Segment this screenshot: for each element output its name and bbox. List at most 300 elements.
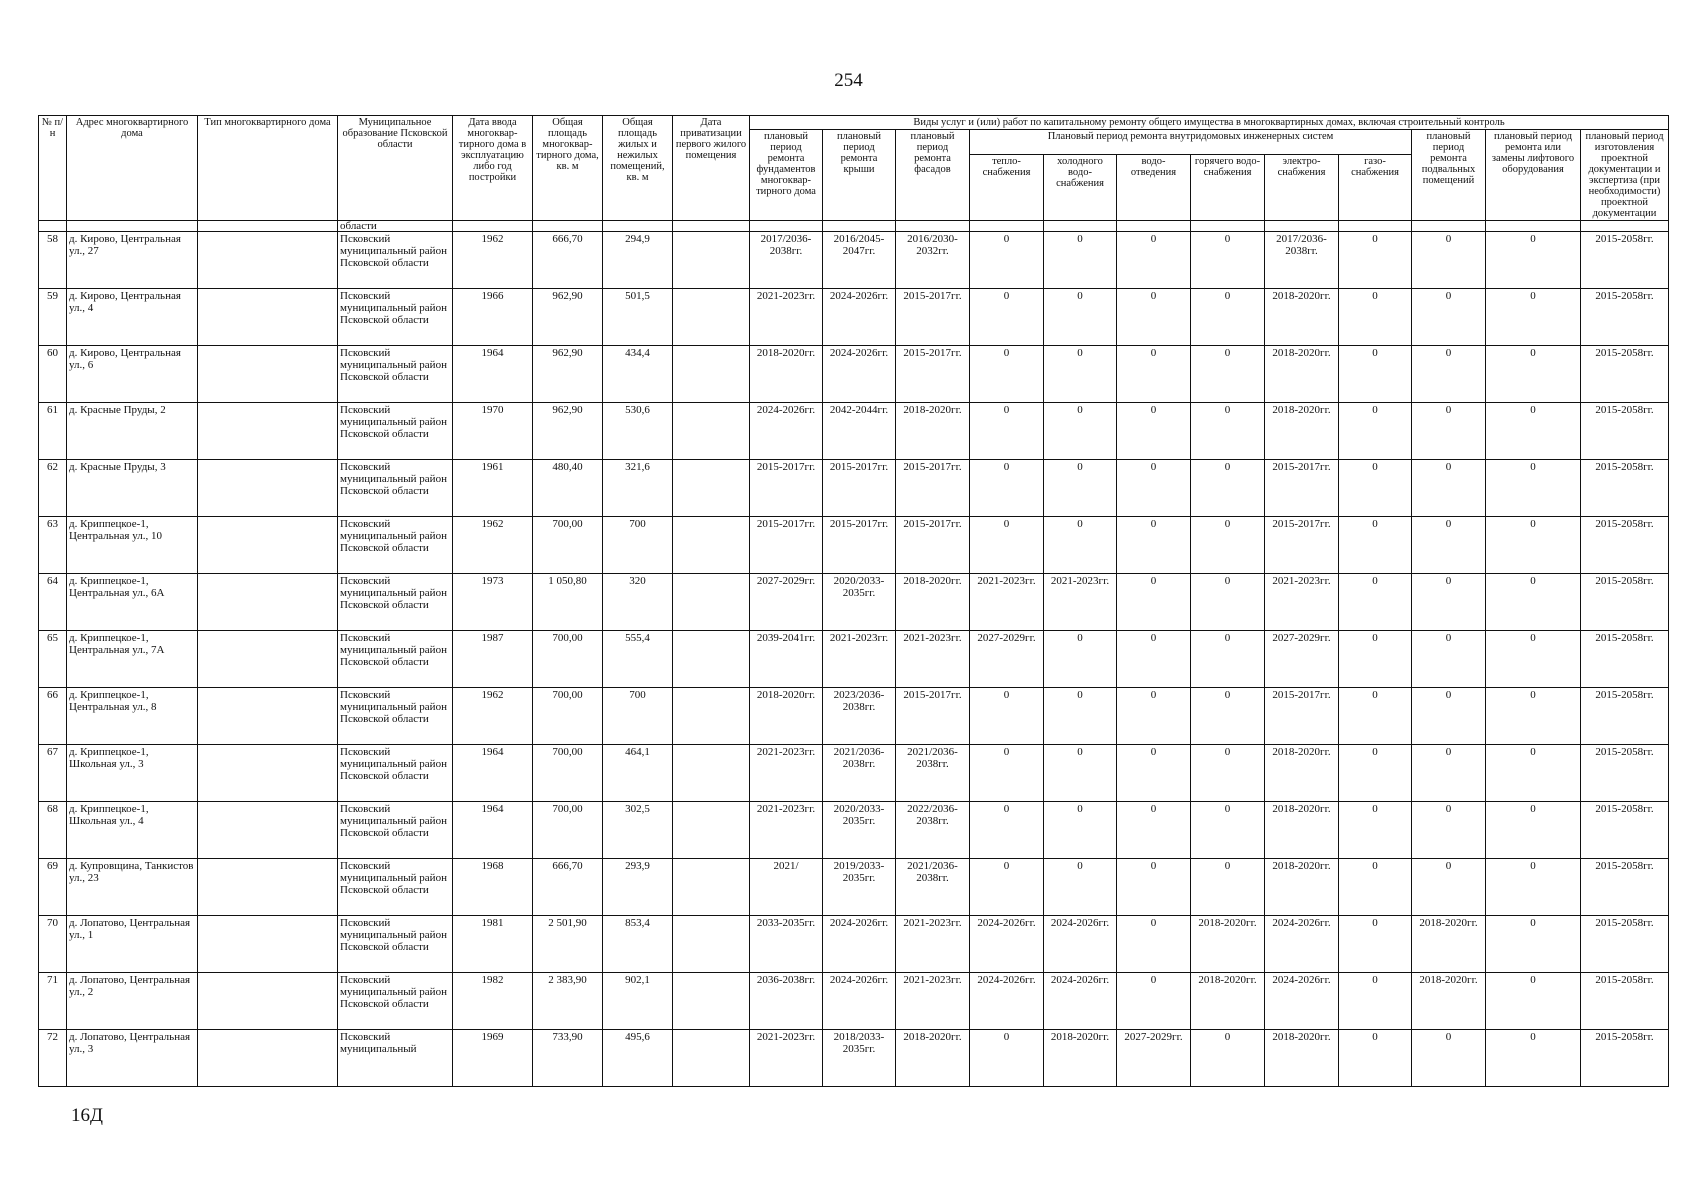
design-docs-period-cell: 2015-2058гг. [1581, 346, 1669, 403]
gas-period-cell: 0 [1339, 403, 1412, 460]
cold-water-period-cell: 0 [1044, 859, 1117, 916]
electric-period-cell: 2018-2020гг. [1265, 745, 1339, 802]
living-area-cell: 902,1 [603, 973, 673, 1030]
row-number: 60 [39, 346, 67, 403]
cold-water-period-cell: 0 [1044, 232, 1117, 289]
design-docs-period-cell: 2015-2058гг. [1581, 574, 1669, 631]
roof-period-cell: 2042-2044гг. [823, 403, 896, 460]
roof-period-cell: 2015-2017гг. [823, 460, 896, 517]
table-row [39, 859, 1669, 916]
foundation-period-cell: 2015-2017гг. [750, 460, 823, 517]
cold-water-period-cell: 0 [1044, 346, 1117, 403]
gas-period-cell: 0 [1339, 859, 1412, 916]
roof-period-cell: 2020/2033-2035гг. [823, 574, 896, 631]
type-cell [198, 688, 338, 745]
cold-water-period-cell: 2021-2023гг. [1044, 574, 1117, 631]
address-cell: д. Купровщина, Танкистов ул., 23 [67, 859, 198, 916]
address-cell: д. Криппецкое-1, Центральная ул., 10 [67, 517, 198, 574]
basement-period-cell: 0 [1412, 232, 1486, 289]
row-number: 67 [39, 745, 67, 802]
continuation-row [39, 221, 1669, 232]
heat-period-cell: 0 [970, 859, 1044, 916]
living-area-cell: 302,5 [603, 802, 673, 859]
header-foundation: плановый период ремонта фундаментов многоквар-тирного дома [750, 130, 823, 221]
living-area-cell: 555,4 [603, 631, 673, 688]
hot-water-period-cell: 0 [1191, 745, 1265, 802]
header-elevator: плановый период ремонта или замены лифтового оборудования [1486, 130, 1581, 221]
sewer-period-cell [1117, 1030, 1191, 1087]
basement-period-cell: 0 [1412, 859, 1486, 916]
facade-period-cell: 2016/2030-2032гг. [896, 232, 970, 289]
year-cell: 1981 [453, 916, 533, 973]
type-cell [198, 916, 338, 973]
heat-period-cell-text: 0 [1003, 1031, 1010, 1043]
sewer-period-cell: 0 [1117, 802, 1191, 859]
page-number: 254 [834, 70, 863, 91]
address-cell: д. Криппецкое-1, Центральная ул., 7А [67, 631, 198, 688]
total-area-cell: 1 050,80 [533, 574, 603, 631]
sewer-period-cell: 0 [1117, 574, 1191, 631]
privatization-cell [673, 688, 750, 745]
facade-period-cell: 2021/2036-2038гг. [896, 745, 970, 802]
table-row [39, 460, 1669, 517]
privatization-cell [673, 574, 750, 631]
electric-period-cell: 2018-2020гг. [1265, 403, 1339, 460]
gas-period-cell: 0 [1339, 232, 1412, 289]
row-number: 58 [39, 232, 67, 289]
living-area-cell: 501,5 [603, 289, 673, 346]
hot-water-period-cell: 0 [1191, 688, 1265, 745]
sewer-period-cell: 0 [1117, 745, 1191, 802]
privatization-cell [673, 1030, 750, 1087]
privatization-cell [673, 232, 750, 289]
header-design-docs: плановый период изготовления проектной документации и экспертиза (при необходимости) проектной документации [1581, 130, 1669, 221]
facade-period-cell: 2021-2023гг. [896, 631, 970, 688]
table-row [39, 802, 1669, 859]
municipality-cell: Псковский муниципальный район Псковской области [338, 631, 453, 688]
roof-period-cell: 2016/2045-2047гг. [823, 232, 896, 289]
hot-water-period-cell: 2018-2020гг. [1191, 973, 1265, 1030]
roof-period-cell: 2020/2033-2035гг. [823, 802, 896, 859]
heat-period-cell: 0 [970, 517, 1044, 574]
privatization-cell [673, 916, 750, 973]
foundation-period-cell: 2021/ [750, 859, 823, 916]
year-cell: 1964 [453, 346, 533, 403]
municipality-cell: Псковский муниципальный район Псковской области [338, 745, 453, 802]
cold-water-period-cell: 0 [1044, 745, 1117, 802]
address-cell: д. Лопатово, Центральная ул., 2 [67, 973, 198, 1030]
total-area-cell: 962,90 [533, 289, 603, 346]
type-cell [198, 631, 338, 688]
year-cell-text: 1969 [481, 1031, 504, 1043]
address-cell: д. Лопатово, Центральная ул., 1 [67, 916, 198, 973]
table-cell [1265, 221, 1339, 232]
year-cell [453, 1030, 533, 1087]
privatization-cell-text [675, 1031, 747, 1061]
facade-period-cell: 2022/2036-2038гг. [896, 802, 970, 859]
header-num: № п/н [39, 116, 67, 221]
table-cell [453, 221, 533, 232]
year-cell: 1982 [453, 973, 533, 1030]
living-area-cell: 700 [603, 688, 673, 745]
total-area-cell: 962,90 [533, 346, 603, 403]
type-cell [198, 745, 338, 802]
sewer-period-cell: 0 [1117, 859, 1191, 916]
header-privatization: Дата приватизации первого жилого помещения [673, 116, 750, 221]
row-number: 65 [39, 631, 67, 688]
privatization-cell [673, 346, 750, 403]
foundation-period-cell: 2021-2023гг. [750, 802, 823, 859]
type-cell [198, 517, 338, 574]
electric-period-cell: 2024-2026гг. [1265, 916, 1339, 973]
facade-period-cell: 2015-2017гг. [896, 346, 970, 403]
municipality-cell: Псковский муниципальный район Псковской области [338, 574, 453, 631]
heat-period-cell: 2021-2023гг. [970, 574, 1044, 631]
basement-period-cell: 2018-2020гг. [1412, 973, 1486, 1030]
hot-water-period-cell: 0 [1191, 517, 1265, 574]
cold-water-period-cell: 2024-2026гг. [1044, 973, 1117, 1030]
living-area-cell [603, 1030, 673, 1087]
row-number [39, 1030, 67, 1087]
table-row [39, 346, 1669, 403]
gas-period-cell: 0 [1339, 631, 1412, 688]
facade-period-cell: 2021-2023гг. [896, 973, 970, 1030]
basement-period-cell: 0 [1412, 517, 1486, 574]
heat-period-cell: 2024-2026гг. [970, 916, 1044, 973]
heat-period-cell: 0 [970, 802, 1044, 859]
type-cell [198, 289, 338, 346]
living-area-cell: 853,4 [603, 916, 673, 973]
table-cell [1412, 221, 1486, 232]
elevator-period-cell: 0 [1486, 802, 1581, 859]
type-cell [198, 460, 338, 517]
living-area-cell: 700 [603, 517, 673, 574]
roof-period-cell: 2024-2026гг. [823, 973, 896, 1030]
hot-water-period-cell: 0 [1191, 859, 1265, 916]
design-docs-period-cell: 2015-2058гг. [1581, 289, 1669, 346]
address-cell: д. Красные Пруды, 3 [67, 460, 198, 517]
table-row [39, 232, 1669, 289]
sewer-period-cell: 0 [1117, 973, 1191, 1030]
year-cell: 1964 [453, 802, 533, 859]
design-docs-period-cell: 2015-2058гг. [1581, 232, 1669, 289]
table-row [39, 574, 1669, 631]
living-area-cell: 293,9 [603, 859, 673, 916]
privatization-cell [673, 859, 750, 916]
cold-water-period-cell: 0 [1044, 688, 1117, 745]
type-cell [198, 346, 338, 403]
gas-period-cell: 0 [1339, 289, 1412, 346]
year-cell: 1970 [453, 403, 533, 460]
table-cell [1581, 221, 1669, 232]
heat-period-cell: 0 [970, 346, 1044, 403]
living-area-cell-text: 495,6 [625, 1031, 650, 1043]
hot-water-period-cell: 0 [1191, 574, 1265, 631]
foundation-period-cell: 2024-2026гг. [750, 403, 823, 460]
elevator-period-cell: 0 [1486, 916, 1581, 973]
sewer-period-cell: 0 [1117, 346, 1191, 403]
hot-water-period-cell: 0 [1191, 403, 1265, 460]
row-number: 62 [39, 460, 67, 517]
address-cell: д. Криппецкое-1, Центральная ул., 8 [67, 688, 198, 745]
privatization-cell [673, 289, 750, 346]
electric-period-cell: 2015-2017гг. [1265, 688, 1339, 745]
total-area-cell: 2 383,90 [533, 973, 603, 1030]
row-number: 71 [39, 973, 67, 1030]
living-area-cell: 321,6 [603, 460, 673, 517]
header-hot-water: горячего водо-снабжения [1191, 155, 1265, 221]
facade-period-cell: 2015-2017гг. [896, 289, 970, 346]
row-number: 64 [39, 574, 67, 631]
table-cell [673, 221, 750, 232]
total-area-cell: 700,00 [533, 517, 603, 574]
table-cell [970, 221, 1044, 232]
continuation-text: области [338, 221, 453, 232]
cold-water-period-cell: 0 [1044, 460, 1117, 517]
year-cell: 1987 [453, 631, 533, 688]
municipality-cell: Псковский муниципальный район Псковской области [338, 688, 453, 745]
row-number: 70 [39, 916, 67, 973]
year-cell: 1964 [453, 745, 533, 802]
basement-period-cell: 2018-2020гг. [1412, 916, 1486, 973]
heat-period-cell: 0 [970, 745, 1044, 802]
row-number: 63 [39, 517, 67, 574]
total-area-cell: 700,00 [533, 688, 603, 745]
table-cell [1339, 221, 1412, 232]
elevator-period-cell: 0 [1486, 688, 1581, 745]
heat-period-cell: 2027-2029гг. [970, 631, 1044, 688]
row-number: 59 [39, 289, 67, 346]
basement-period-cell [1412, 1030, 1486, 1087]
table-cell [1044, 221, 1117, 232]
heat-period-cell: 0 [970, 688, 1044, 745]
foundation-period-cell: 2033-2035гг. [750, 916, 823, 973]
sewer-period-cell: 0 [1117, 289, 1191, 346]
roof-period-cell: 2015-2017гг. [823, 517, 896, 574]
address-cell: д. Кирово, Центральная ул., 4 [67, 289, 198, 346]
row-number: 61 [39, 403, 67, 460]
municipality-cell: Псковский муниципальный район Псковской области [338, 460, 453, 517]
total-area-cell: 666,70 [533, 232, 603, 289]
design-docs-period-cell-text: 2015-2058гг. [1595, 1031, 1654, 1043]
elevator-period-cell: 0 [1486, 517, 1581, 574]
foundation-period-cell: 2017/2036-2038гг. [750, 232, 823, 289]
elevator-period-cell: 0 [1486, 574, 1581, 631]
elevator-period-cell: 0 [1486, 745, 1581, 802]
roof-period-cell [823, 1030, 896, 1087]
elevator-period-cell: 0 [1486, 289, 1581, 346]
gas-period-cell: 0 [1339, 574, 1412, 631]
municipality-cell: Псковский муниципальный район Псковской области [338, 859, 453, 916]
table-cell [533, 221, 603, 232]
facade-period-cell: 2015-2017гг. [896, 460, 970, 517]
year-cell: 1962 [453, 517, 533, 574]
table-row [39, 688, 1669, 745]
hot-water-period-cell: 0 [1191, 802, 1265, 859]
elevator-period-cell: 0 [1486, 232, 1581, 289]
table-row [39, 745, 1669, 802]
total-area-cell: 962,90 [533, 403, 603, 460]
foundation-period-cell-text: 2021-2023гг. [756, 1031, 816, 1043]
foundation-period-cell: 2015-2017гг. [750, 517, 823, 574]
facade-period-cell: 2015-2017гг. [896, 517, 970, 574]
table-row [39, 631, 1669, 688]
living-area-cell: 294,9 [603, 232, 673, 289]
sewer-period-cell: 0 [1117, 916, 1191, 973]
facade-period-cell [896, 1030, 970, 1087]
hot-water-period-cell: 0 [1191, 289, 1265, 346]
design-docs-period-cell: 2015-2058гг. [1581, 745, 1669, 802]
design-docs-period-cell: 2015-2058гг. [1581, 403, 1669, 460]
design-docs-period-cell [1581, 1030, 1669, 1087]
header-basement: плановый период ремонта подвальных помещений [1412, 130, 1486, 221]
facade-period-cell: 2021/2036-2038гг. [896, 859, 970, 916]
address-cell: д. Красные Пруды, 2 [67, 403, 198, 460]
header-roof: плановый период ремонта крыши [823, 130, 896, 221]
municipality-cell: Псковский муниципальный район Псковской области [338, 346, 453, 403]
basement-period-cell: 0 [1412, 745, 1486, 802]
privatization-cell [673, 745, 750, 802]
header-sewer: водо-отведения [1117, 155, 1191, 221]
heat-period-cell: 0 [970, 460, 1044, 517]
basement-period-cell: 0 [1412, 289, 1486, 346]
table-row [39, 1030, 1669, 1087]
roof-period-cell: 2019/2033-2035гг. [823, 859, 896, 916]
year-cell: 1962 [453, 688, 533, 745]
basement-period-cell: 0 [1412, 631, 1486, 688]
address-cell: д. Криппецкое-1, Школьная ул., 4 [67, 802, 198, 859]
cold-water-period-cell [1044, 1030, 1117, 1087]
gas-period-cell: 0 [1339, 517, 1412, 574]
row-number-text: 72 [47, 1031, 58, 1043]
electric-period-cell: 2017/2036-2038гг. [1265, 232, 1339, 289]
privatization-cell [673, 517, 750, 574]
table-cell [67, 221, 198, 232]
year-cell: 1973 [453, 574, 533, 631]
foundation-period-cell [750, 1030, 823, 1087]
cold-water-period-cell: 0 [1044, 289, 1117, 346]
hot-water-period-cell: 0 [1191, 346, 1265, 403]
row-number: 66 [39, 688, 67, 745]
basement-period-cell: 0 [1412, 346, 1486, 403]
facade-period-cell: 2018-2020гг. [896, 403, 970, 460]
municipality-cell: Псковский муниципальный район Псковской области [338, 802, 453, 859]
cold-water-period-cell: 0 [1044, 802, 1117, 859]
header-municipality: Муниципальное образование Псковской области [338, 116, 453, 221]
roof-period-cell: 2024-2026гг. [823, 346, 896, 403]
hot-water-period-cell-text: 0 [1224, 1031, 1231, 1043]
type-cell [198, 973, 338, 1030]
year-cell: 1968 [453, 859, 533, 916]
year-cell: 1966 [453, 289, 533, 346]
design-docs-period-cell: 2015-2058гг. [1581, 973, 1669, 1030]
basement-period-cell: 0 [1412, 688, 1486, 745]
address-cell: д. Кирово, Центральная ул., 27 [67, 232, 198, 289]
cold-water-period-cell: 2024-2026гг. [1044, 916, 1117, 973]
table-cell [896, 221, 970, 232]
heat-period-cell: 2024-2026гг. [970, 973, 1044, 1030]
electric-period-cell: 2018-2020гг. [1265, 859, 1339, 916]
type-cell [198, 232, 338, 289]
elevator-period-cell: 0 [1486, 859, 1581, 916]
address-cell-text: д. Лопатово, Центральная ул., 3 [69, 1031, 191, 1055]
type-cell [198, 1030, 338, 1087]
privatization-cell [673, 802, 750, 859]
living-area-cell: 530,6 [603, 403, 673, 460]
design-docs-period-cell: 2015-2058гг. [1581, 631, 1669, 688]
gas-period-cell [1339, 1030, 1412, 1087]
cold-water-period-cell: 0 [1044, 517, 1117, 574]
gas-period-cell: 0 [1339, 973, 1412, 1030]
total-area-cell-text: 733,90 [552, 1031, 583, 1043]
elevator-period-cell: 0 [1486, 460, 1581, 517]
table-row [39, 916, 1669, 973]
municipality-cell-text: Псковский муниципальный [340, 1031, 417, 1055]
table-row [39, 517, 1669, 574]
table-row [39, 973, 1669, 1030]
sewer-period-cell: 0 [1117, 232, 1191, 289]
table-cell [603, 221, 673, 232]
roof-period-cell: 2021-2023гг. [823, 631, 896, 688]
table-cell [1486, 221, 1581, 232]
table-body [39, 221, 1669, 1087]
gas-period-cell: 0 [1339, 346, 1412, 403]
privatization-cell [673, 403, 750, 460]
design-docs-period-cell: 2015-2058гг. [1581, 460, 1669, 517]
foundation-period-cell: 2021-2023гг. [750, 745, 823, 802]
gas-period-cell: 0 [1339, 745, 1412, 802]
address-cell: д. Криппецкое-1, Школьная ул., 3 [67, 745, 198, 802]
type-cell [198, 574, 338, 631]
table-cell [750, 221, 823, 232]
elevator-period-cell-text: 0 [1530, 1031, 1536, 1043]
total-area-cell: 700,00 [533, 745, 603, 802]
table-cell [1117, 221, 1191, 232]
header-electric: электро-снабжения [1265, 155, 1339, 221]
address-cell: д. Кирово, Центральная ул., 6 [67, 346, 198, 403]
municipality-cell: Псковский муниципальный район Псковской области [338, 232, 453, 289]
foundation-period-cell: 2036-2038гг. [750, 973, 823, 1030]
hot-water-period-cell: 0 [1191, 232, 1265, 289]
gas-period-cell: 0 [1339, 802, 1412, 859]
total-area-cell: 666,70 [533, 859, 603, 916]
header-works-group: Виды услуг и (или) работ по капитальному ремонту общего имущества в многоквартирных домах, включая строительный контроль [750, 116, 1669, 130]
header-commission-date: Дата ввода многоквар-тирного дома в эксплуатацию либо год постройки [453, 116, 533, 221]
header-type: Тип многоквартирного дома [198, 116, 338, 221]
heat-period-cell: 0 [970, 232, 1044, 289]
table-row [39, 403, 1669, 460]
electric-period-cell: 2018-2020гг. [1265, 289, 1339, 346]
table-row [39, 289, 1669, 346]
electric-period-cell: 2015-2017гг. [1265, 460, 1339, 517]
elevator-period-cell: 0 [1486, 403, 1581, 460]
elevator-period-cell: 0 [1486, 973, 1581, 1030]
privatization-cell [673, 973, 750, 1030]
roof-period-cell: 2024-2026гг. [823, 289, 896, 346]
facade-period-cell: 2015-2017гг. [896, 688, 970, 745]
total-area-cell: 480,40 [533, 460, 603, 517]
basement-period-cell: 0 [1412, 802, 1486, 859]
capital-repair-table [38, 115, 1669, 1087]
heat-period-cell: 0 [970, 289, 1044, 346]
facade-period-cell: 2018-2020гг. [896, 574, 970, 631]
table-cell [198, 221, 338, 232]
year-cell: 1961 [453, 460, 533, 517]
municipality-cell: Псковский муниципальный район Псковской области [338, 517, 453, 574]
living-area-cell: 434,4 [603, 346, 673, 403]
gas-period-cell: 0 [1339, 460, 1412, 517]
design-docs-period-cell: 2015-2058гг. [1581, 916, 1669, 973]
